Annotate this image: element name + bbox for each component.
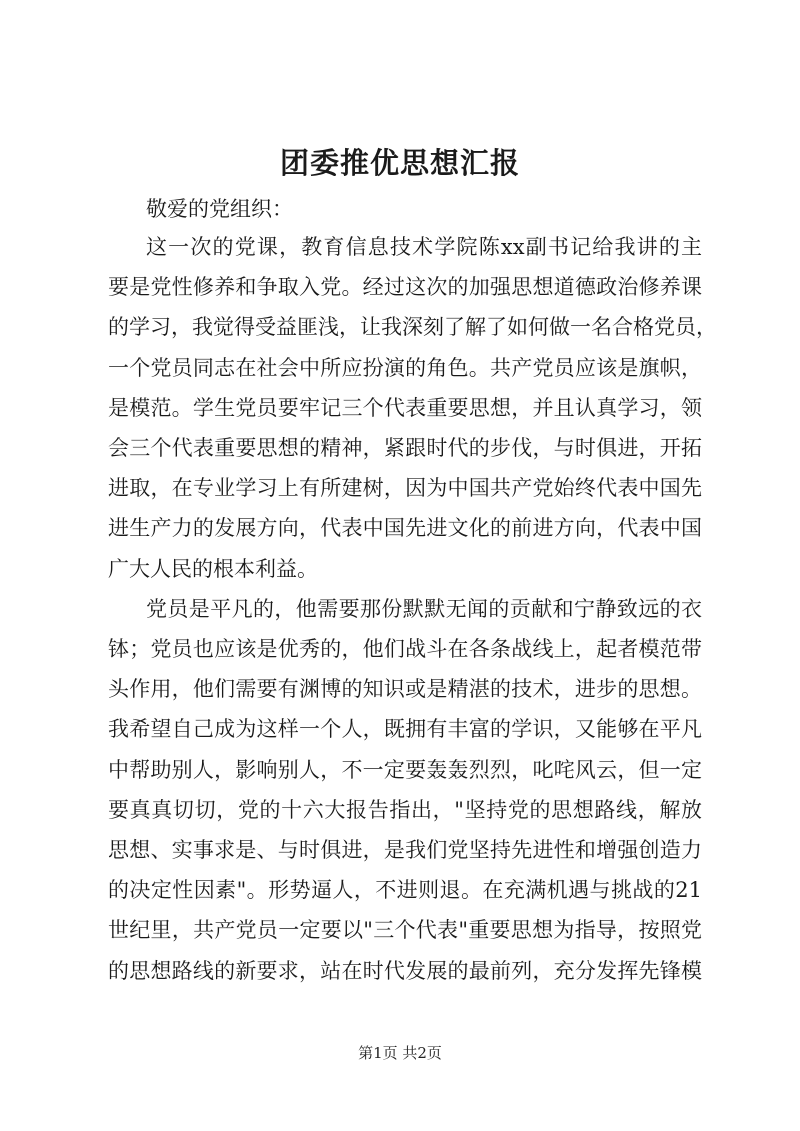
paragraph-1	[108, 227, 717, 589]
document-body	[108, 227, 717, 991]
text-line: 进取，在专业学习上有所建树，因为中国共产党始终代表中国先	[108, 476, 702, 501]
text-line: 是模范。学生党员要牢记三个代表重要思想，并且认真学习，领	[108, 395, 702, 420]
text-line: 世纪里，共产党员一定要以"三个代表"重要思想为指导，按照党	[108, 918, 702, 943]
text-line: 的决定性因素"。形势逼人，不进则退。在充满机遇与挑战的21	[108, 878, 702, 903]
text-line: 广大人民的根本利益。	[108, 556, 318, 581]
text-line: 思想、实事求是、与时俱进，是我们党坚持先进性和增强创造力	[108, 838, 702, 863]
text-line: 中帮助别人，影响别人，不一定要轰轰烈烈，叱咤风云，但一定	[108, 757, 702, 782]
paragraph-2	[108, 589, 702, 991]
text-line: 钵；党员也应该是优秀的，他们战斗在各条战线上，起者模范带	[108, 637, 702, 662]
text-line: 要是党性修养和争取入党。经过这次的加强思想道德政治修养课	[108, 275, 702, 300]
text-line: 的思想路线的新要求，站在时代发展的最前列，充分发挥先锋模	[108, 958, 702, 983]
text-line: 的学习，我觉得受益匪浅，让我深刻了解了如何做一名合格党员，	[108, 315, 717, 340]
text-line: 头作用，他们需要有渊博的知识或是精湛的技术，进步的思想。	[108, 677, 702, 702]
text-line: 党员是平凡的，他需要那份默默无闻的贡献和宁静致远的衣	[146, 596, 702, 621]
document-title: 团委推优思想汇报	[279, 146, 520, 180]
text-line: 这一次的党课，教育信息技术学院陈xx副书记给我讲的主	[146, 235, 702, 259]
text-line: 会三个代表重要思想的精神，紧跟时代的步伐，与时俱进，开拓	[108, 436, 702, 461]
text-line: 我希望自己成为这样一个人，既拥有丰富的学识，又能够在平凡	[108, 717, 702, 742]
salutation: 敬爱的党组织：	[146, 197, 293, 221]
text-line: 进生产力的发展方向，代表中国先进文化的前进方向，代表中国	[108, 516, 702, 541]
text-line: 要真真切切，党的十六大报告指出，"坚持党的思想路线，解放	[108, 797, 702, 822]
text-line: 一个党员同志在社会中所应扮演的角色。共产党员应该是旗帜，	[108, 355, 702, 380]
page-footer: 第1页 共2页	[358, 1044, 442, 1062]
